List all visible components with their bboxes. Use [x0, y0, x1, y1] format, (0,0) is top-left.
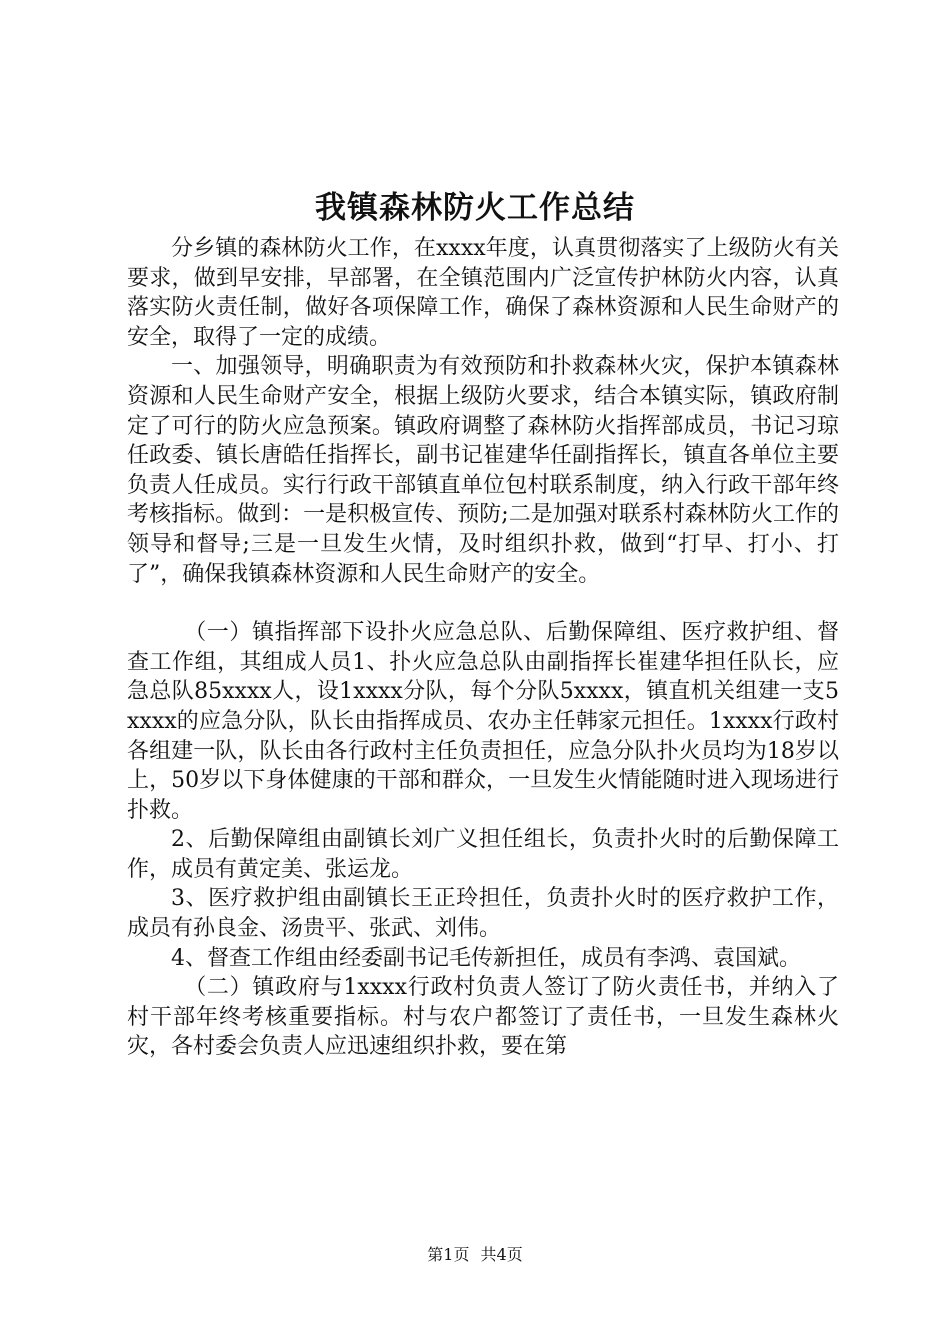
paragraph-section-one: 一、加强领导，明确职责为有效预防和扑救森林火灾，保护本镇森林资源和人民生命财产安全，根据上级防火要求，结合本镇实际，镇政府制定了可行的防火应急预案。镇政府调整了森林防火指挥部成员，书记习琼任政委、镇长唐皓任指挥长，副书记崔建华任副指挥长，镇直各单位主要负责人任成员。实行行政干部镇直单位包村联系制度，纳入行政干部年终考核指标。做到：一是积极宣传、预防;二是加强对联系村森林防火工作的领导和督导;三是一旦发生火情，及时组织扑救，做到“打早、打小、打了”，确保我镇森林资源和人民生命财产的安全。: [127, 354, 839, 587]
paragraph-subsection-one: （一）镇指挥部下设扑火应急总队、后勤保障组、医疗救护组、督查工作组，其组成人员1、扑火应急总队由副指挥长崔建华担任队长，应急总队85xxxx人，设1xxxx分队，每个分队5xxxx，镇直机关组建一支5xxxx的应急分队，队长由指挥成员、农办主任韩家元担任。1xxxx行政村各组建一队，队长由各行政村主任负责担任，应急分队扑火员均为18岁以上，50岁以下身体健康的干部和群众，一旦发生火情能随时进入现场进行扑救。: [127, 620, 839, 823]
paragraph-intro: 分乡镇的森林防火工作，在xxxx年度，认真贯彻落实了上级防火有关要求，做到早安排，早部署，在全镇范围内广泛宣传护林防火内容，认真落实防火责任制，做好各项保障工作，确保了森林资源和人民生命财产的安全，取得了一定的成绩。: [127, 236, 839, 350]
paragraph-subsection-two: （二）镇政府与1xxxx行政村负责人签订了防火责任书，并纳入了村干部年终考核重要指标。村与农户都签订了责任书，一旦发生森林火灾，各村委会负责人应迅速组织扑救，要在第: [127, 975, 839, 1060]
paragraph-item-four: 4、督查工作组由经委副书记毛传新担任，成员有李鸿、袁国斌。: [171, 945, 801, 971]
page-number: 第1页: [427, 1245, 470, 1264]
page-total: 共4页: [480, 1245, 523, 1264]
document-body: [127, 234, 839, 1062]
paragraph-item-two: 2、后勤保障组由副镇长刘广义担任组长，负责扑火时的后勤保障工作，成员有黄定美、张运龙。: [127, 827, 839, 882]
document-title: 我镇森林防火工作总结: [315, 190, 635, 226]
paragraph-item-three: 3、医疗救护组由副镇长王正玲担任，负责扑火时的医疗救护工作，成员有孙良金、汤贵平、张武、刘伟。: [127, 886, 839, 942]
page-footer: [0, 1243, 950, 1267]
